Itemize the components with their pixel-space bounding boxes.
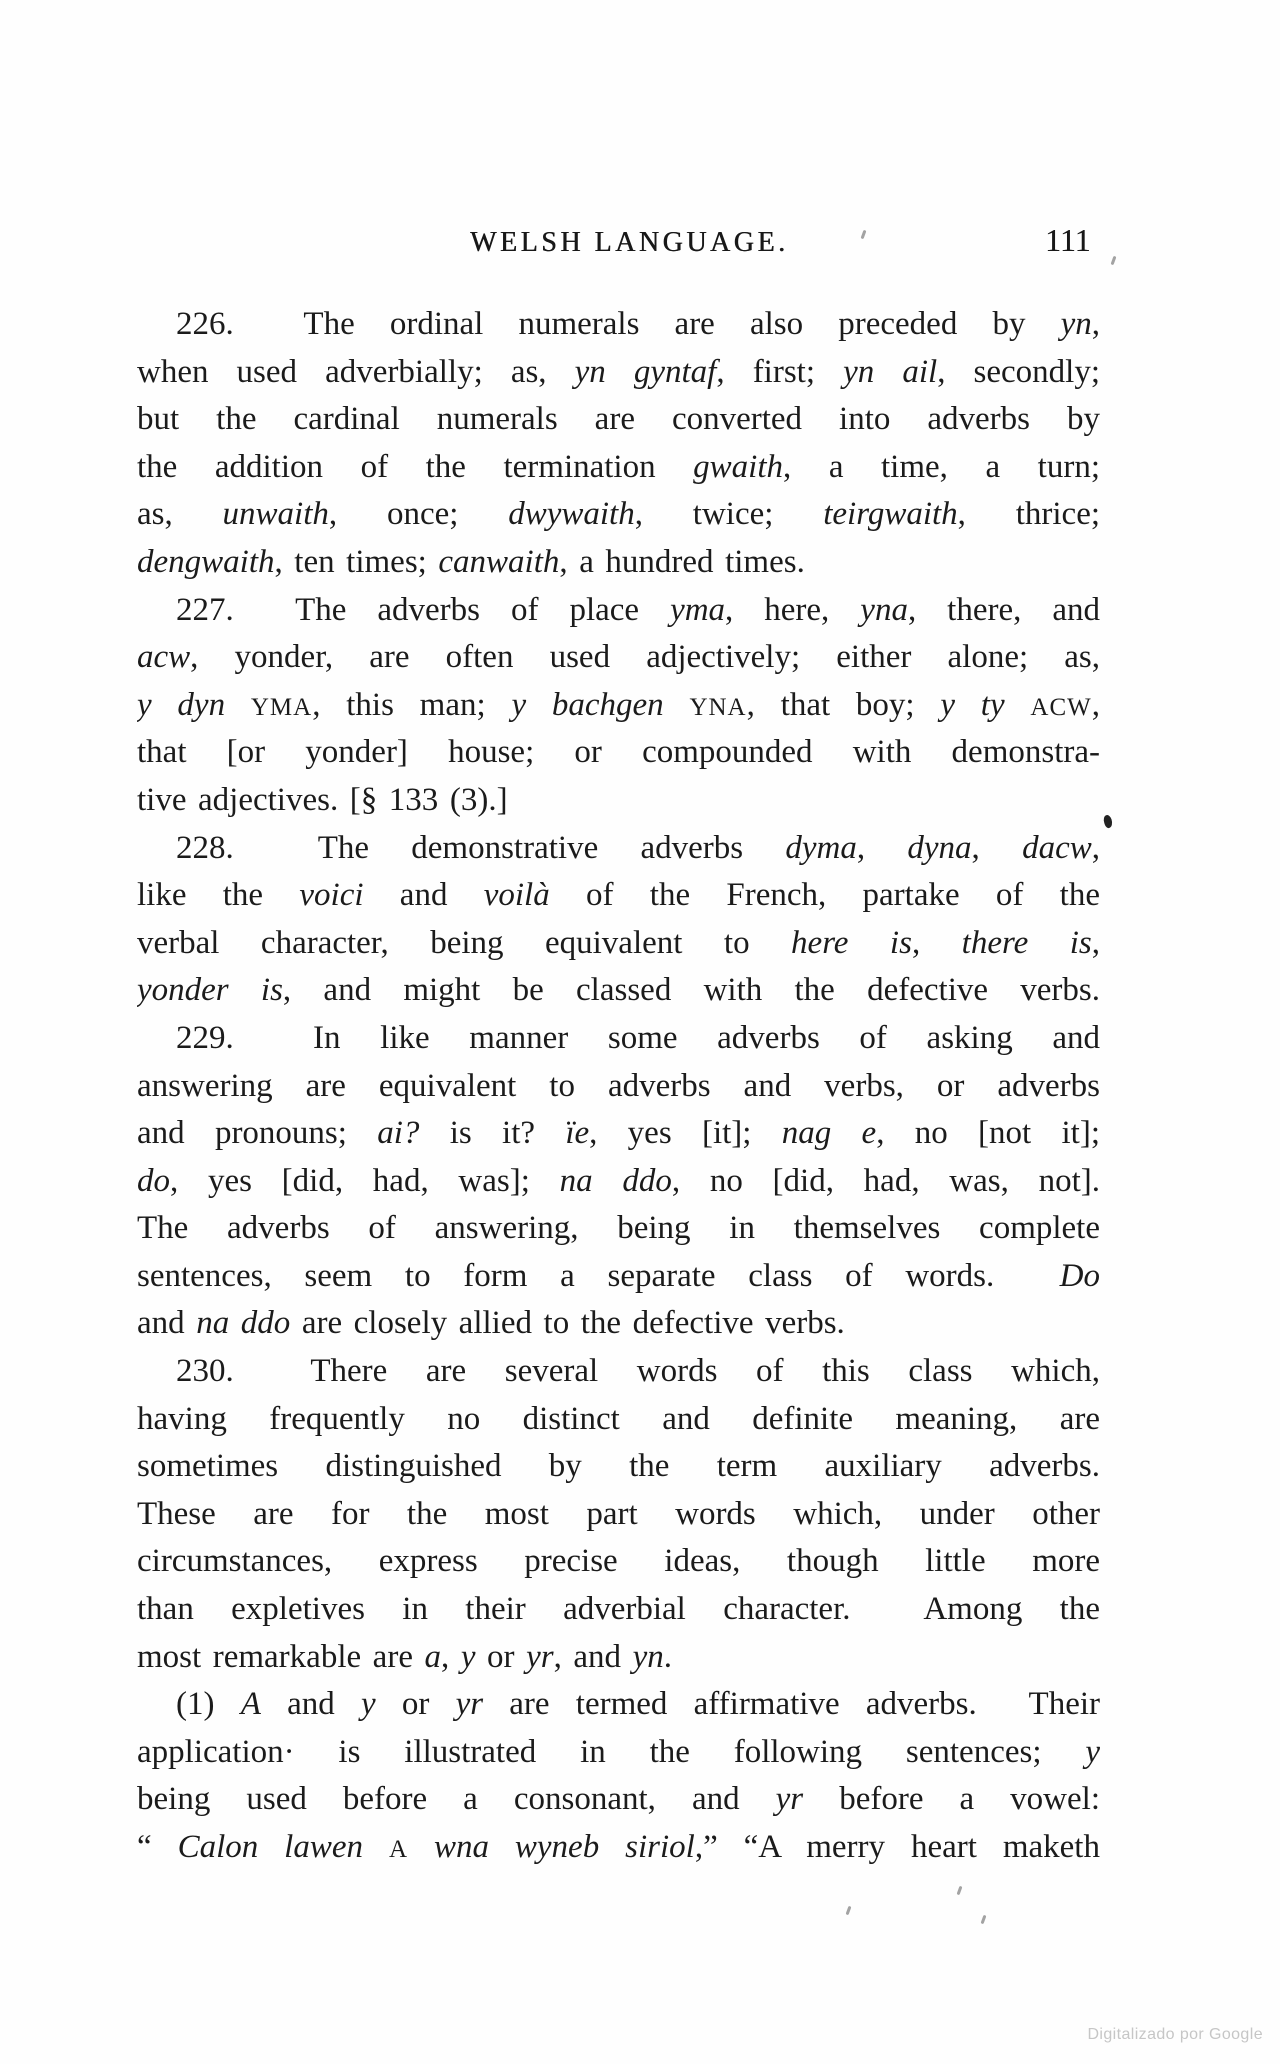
text-run: 228. The demonstrative adverbs	[176, 829, 786, 866]
italic-text: na ddo	[559, 1162, 672, 1199]
text-run: , yes [it];	[589, 1115, 782, 1152]
text-run: verbal character, being equivalent to	[137, 924, 792, 961]
text-run: ,	[1091, 924, 1100, 961]
text-run: , yes [did, had, was];	[170, 1162, 560, 1199]
text-line-para-226	[137, 444, 1100, 492]
text-line-para-230	[137, 1443, 1100, 1491]
text-run: ,	[856, 829, 908, 866]
text-run: (1)	[176, 1686, 241, 1723]
text-run: The adverbs of answering, being in themselves complete	[137, 1210, 1100, 1247]
text-run: “	[137, 1829, 178, 1865]
italic-text: y	[1085, 1733, 1100, 1770]
text-run: than expletives in their adverbial character. Among the	[137, 1591, 1100, 1628]
page-number: 111	[1045, 222, 1091, 258]
italic-text: do	[137, 1162, 170, 1199]
italic-text: y dyn	[137, 686, 226, 723]
italic-text: voilà	[483, 877, 550, 914]
running-head-title: WELSH LANGUAGE.	[470, 227, 789, 258]
text-line-para-230	[137, 1396, 1100, 1444]
italic-text: unwaith	[222, 496, 329, 533]
text-run	[225, 687, 251, 723]
text-run: , no [did, had, was, not].	[671, 1162, 1100, 1199]
italic-text: dyma	[785, 829, 857, 866]
text-run: , this man;	[312, 686, 512, 723]
text-line-para-229	[137, 1015, 1100, 1063]
ink-speck	[957, 1886, 963, 1895]
text-line-para-226	[137, 491, 1100, 539]
text-run: , twice;	[634, 496, 824, 533]
text-run: 227. The adverbs of place	[176, 591, 671, 628]
italic-text: na ddo	[196, 1305, 291, 1342]
italic-text: Do	[1059, 1257, 1100, 1294]
text-run: sometimes distinguished by the term auxiliary adverbs.	[137, 1448, 1100, 1485]
italic-text: yn	[632, 1638, 664, 1675]
text-run: circumstances, express precise ideas, though little more	[137, 1543, 1100, 1580]
ink-speck	[1111, 256, 1117, 265]
text-run: and	[137, 1305, 197, 1342]
google-digitization-watermark: Digitalizado por Google	[1087, 2026, 1263, 2043]
italic-text: yonder is	[137, 972, 283, 1009]
text-line-para-230	[137, 1491, 1100, 1539]
italic-text: yn gyntaf	[574, 353, 717, 390]
text-run: , a hundred times.	[559, 543, 805, 580]
italic-text: dwywaith	[508, 496, 635, 533]
text-run: , and	[553, 1638, 633, 1675]
text-run: sentences, seem to form a separate class of words.	[137, 1257, 1060, 1294]
text-run: and pronouns;	[137, 1115, 378, 1152]
text-run	[1005, 687, 1031, 723]
text-run: or	[375, 1686, 456, 1723]
italic-text: y ty	[940, 686, 1005, 723]
text-run: These are for the most part words which, under other	[137, 1495, 1100, 1532]
text-line-para-229	[137, 1063, 1100, 1111]
italic-text: yr	[775, 1781, 804, 1818]
text-run: and	[260, 1686, 361, 1723]
italic-text: gwaith	[693, 448, 784, 485]
text-run: , no [not it];	[876, 1115, 1100, 1152]
text-run: application· is illustrated in the following sentences;	[137, 1733, 1086, 1770]
text-line-para-229	[137, 1300, 1100, 1348]
text-line-para-226	[137, 396, 1100, 444]
ink-speck	[861, 230, 867, 239]
italic-text: A	[240, 1686, 261, 1723]
text-run: , and might be classed with the defective verbs.	[282, 972, 1100, 1009]
text-run: , there, and	[907, 591, 1100, 628]
text-line-para-(1)	[137, 1824, 1100, 1872]
text-run	[408, 1829, 434, 1865]
text-run: , a time, a turn;	[783, 448, 1100, 485]
text-line-para-228	[137, 967, 1100, 1015]
italic-text: yna	[860, 591, 908, 628]
small-caps-text: A	[388, 1836, 409, 1863]
text-line-para-227	[137, 682, 1100, 730]
text-line-para-(1)	[137, 1681, 1100, 1729]
italic-text: voici	[299, 877, 364, 914]
italic-text: yr	[526, 1638, 554, 1675]
text-run: ,	[911, 924, 962, 961]
text-run: of the French, partake of the	[549, 877, 1100, 914]
text-run: having frequently no distinct and definite meaning, are	[137, 1400, 1100, 1437]
text-line-para-227	[137, 777, 1100, 825]
text-run: , first;	[716, 353, 844, 390]
text-run: or	[475, 1638, 527, 1675]
italic-text: yr	[455, 1686, 484, 1723]
text-line-para-227	[137, 729, 1100, 777]
text-line-para-227	[137, 634, 1100, 682]
italic-text: y bachgen	[511, 686, 664, 723]
text-run: ,	[1091, 306, 1100, 342]
text-run: the addition of the termination	[137, 448, 694, 485]
italic-text: canwaith	[438, 543, 560, 580]
text-run: that [or yonder] house; or compounded with demonstra-	[137, 734, 1100, 771]
text-line-para-(1)	[137, 1729, 1100, 1777]
italic-text: teirgwaith	[823, 496, 958, 533]
page-text	[137, 301, 1100, 1872]
text-run: , thrice;	[957, 496, 1100, 533]
text-run: tive adjectives. [§ 133 (3).]	[137, 781, 508, 818]
italic-text: dengwaith	[137, 543, 275, 580]
text-line-para-229	[137, 1110, 1100, 1158]
text-line-para-227	[137, 587, 1100, 635]
text-run: before a vowel:	[803, 1781, 1100, 1818]
text-run: 230. There are several words of this class which,	[176, 1353, 1100, 1390]
text-line-para-229	[137, 1205, 1100, 1253]
text-run: , once;	[328, 496, 509, 533]
italic-text: nag e	[781, 1115, 877, 1152]
text-run: answering are equivalent to adverbs and verbs, or adverbs	[137, 1067, 1100, 1104]
ink-speck	[1102, 814, 1114, 829]
text-line-para-229	[137, 1158, 1100, 1206]
small-caps-text: ACW	[1030, 693, 1092, 721]
italic-text: y	[360, 1686, 376, 1723]
text-run: 229. In like manner some adverbs of asking and	[176, 1019, 1100, 1056]
italic-text: dyna	[907, 829, 972, 866]
italic-text: dacw	[1022, 829, 1092, 866]
ink-speck	[846, 1906, 852, 1915]
italic-text: acw	[137, 639, 191, 676]
small-caps-text: YNA	[689, 693, 747, 721]
text-line-para-230	[137, 1348, 1100, 1396]
italic-text: ïe	[565, 1115, 590, 1152]
text-run: , yonder, are often used adjectively; either alone; as,	[190, 639, 1100, 676]
text-line-para-226	[137, 349, 1100, 397]
text-line-para-229	[137, 1253, 1100, 1301]
text-line-para-228	[137, 920, 1100, 968]
text-run: being used before a consonant, and	[137, 1781, 776, 1818]
text-run: , that boy;	[746, 686, 941, 723]
text-line-para-230	[137, 1538, 1100, 1586]
text-run: most remarkable are	[137, 1638, 425, 1675]
text-run: ,	[971, 829, 1023, 866]
text-run: ,	[1091, 686, 1100, 723]
text-line-para-226	[137, 539, 1100, 587]
italic-text: yn	[1060, 306, 1092, 342]
text-run: are closely allied to the defective verbs.	[290, 1305, 845, 1342]
text-line-para-(1)	[137, 1776, 1100, 1824]
italic-text: there is	[961, 924, 1092, 961]
text-run: .	[663, 1638, 672, 1675]
text-run: like the	[137, 877, 300, 914]
small-caps-text: YMA	[250, 693, 313, 721]
text-line-para-226	[137, 301, 1100, 349]
text-run	[363, 1829, 389, 1865]
text-line-para-228	[137, 872, 1100, 920]
text-line-para-230	[137, 1586, 1100, 1634]
italic-text: here is	[791, 924, 912, 961]
text-run: ,” “A merry heart maketh	[694, 1829, 1100, 1865]
text-run: , ten times;	[274, 543, 439, 580]
italic-text: Calon lawen	[177, 1829, 364, 1865]
text-run: ,	[441, 1638, 461, 1675]
text-line-para-230	[137, 1634, 1100, 1682]
text-run: are termed affirmative adverbs. Their	[483, 1686, 1100, 1723]
ink-speck	[981, 1915, 987, 1924]
text-line-para-228	[137, 825, 1100, 873]
text-run: ,	[1091, 829, 1100, 866]
text-run	[664, 687, 690, 723]
italic-text: y	[460, 1638, 476, 1675]
text-run: and	[363, 877, 484, 914]
italic-text: yn ail	[843, 353, 938, 390]
italic-text: a	[424, 1638, 442, 1675]
text-run: is it?	[419, 1115, 566, 1152]
text-run: , secondly;	[937, 353, 1100, 390]
text-run: when used adverbially; as,	[137, 353, 575, 390]
text-run: as,	[137, 496, 223, 533]
italic-text: wna wyneb siriol	[433, 1829, 695, 1865]
text-run: 226. The ordinal numerals are also preceded by	[176, 306, 1061, 342]
italic-text: yma	[670, 591, 726, 628]
text-run: but the cardinal numerals are converted into adverbs by	[137, 401, 1100, 438]
text-run: , here,	[725, 591, 861, 628]
italic-text: ai?	[377, 1115, 420, 1152]
